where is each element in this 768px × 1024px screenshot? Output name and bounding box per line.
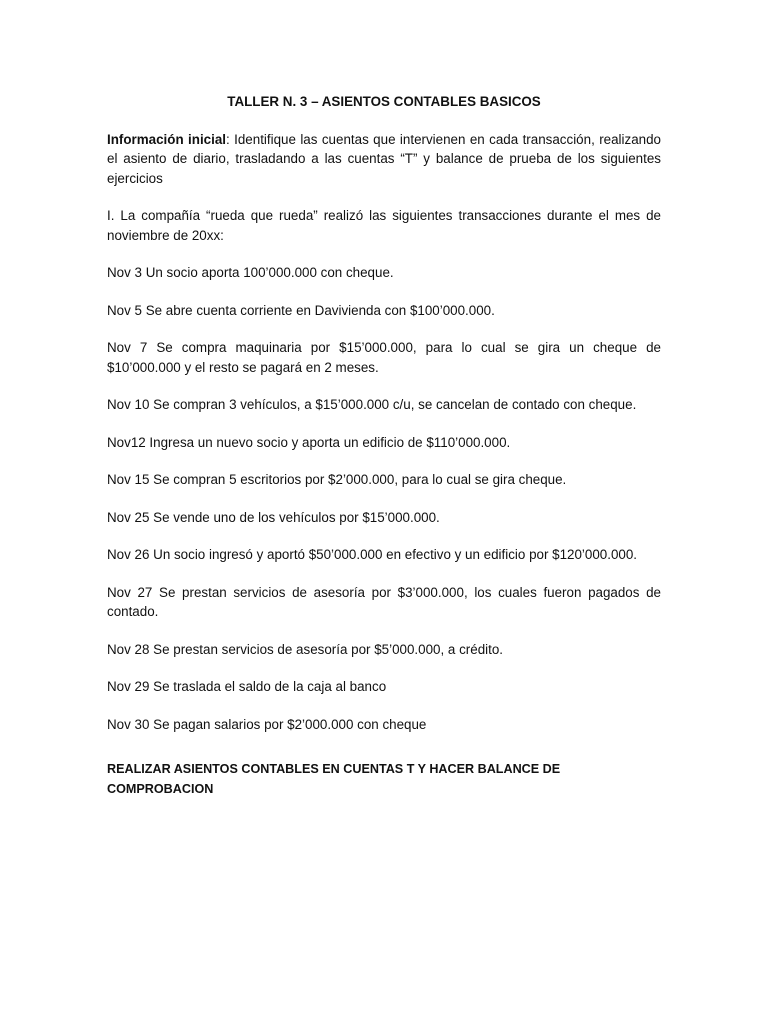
intro-text: : Identifique las cuentas que intervienen en cada transacción, realizando el asiento de diario, trasladando a las cuentas “T” y balance de prueba de los siguientes ejercicios [107, 131, 661, 186]
instruction-heading: REALIZAR ASIENTOS CONTABLES EN CUENTAS T Y HACER BALANCE DE COMPROBACION [107, 762, 561, 796]
transaction-item: Nov 5 Se abre cuenta corriente en Davivienda con $100’000.000. [107, 302, 495, 318]
transaction-item: Nov 28 Se prestan servicios de asesoría por $5’000.000, a crédito. [107, 641, 503, 657]
transaction-item: Nov 29 Se traslada el saldo de la caja al banco [107, 679, 387, 694]
document-page [107, 92, 661, 799]
transaction-item: Nov 7 Se compra maquinaria por $15’000.000, para lo cual se gira un cheque de $10’000.000 y el resto se pagará en 2 meses. [107, 340, 661, 375]
transaction-item: Nov 15 Se compran 5 escritorios por $2’000.000, para lo cual se gira cheque. [107, 472, 567, 487]
transaction-item: Nov12 Ingresa un nuevo socio y aporta un edificio de $110’000.000. [107, 434, 511, 450]
section-intro: I. La compañía “rueda que rueda” realizó las siguientes transacciones durante el mes de noviembre de 20xx: [107, 208, 661, 243]
transaction-item: Nov 10 Se compran 3 vehículos, a $15’000.000 c/u, se cancelan de contado con cheque. [107, 397, 637, 412]
transaction-item: Nov 25 Se vende uno de los vehículos por $15’000.000. [107, 509, 440, 525]
transaction-item: Nov 26 Un socio ingresó y aportó $50’000.000 en efectivo y un edificio por $120’000.000. [107, 547, 638, 562]
transaction-item: Nov 3 Un socio aporta 100’000.000 con cheque. [107, 265, 394, 280]
intro-paragraph [107, 130, 661, 189]
document-title: TALLER N. 3 – ASIENTOS CONTABLES BASICOS [227, 94, 541, 109]
transaction-item: Nov 30 Se pagan salarios por $2’000.000 con cheque [107, 716, 427, 732]
transaction-item: Nov 27 Se prestan servicios de asesoría por $3’000.000, los cuales fueron pagados de contado. [107, 584, 661, 619]
intro-label: Información inicial [107, 131, 226, 147]
